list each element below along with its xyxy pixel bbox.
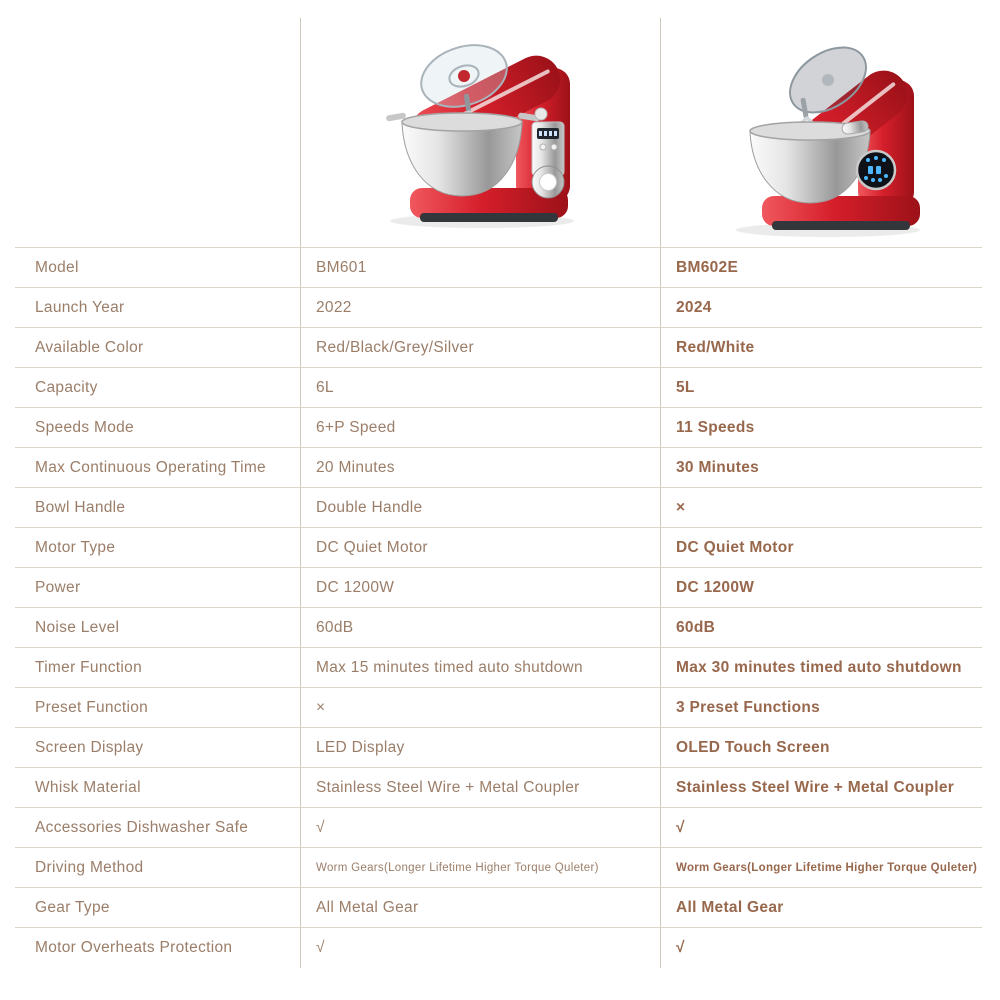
spec-label: Power (35, 578, 81, 596)
spec-value-bm602e: × (676, 498, 686, 516)
table-row-capacity (15, 367, 982, 407)
spec-value-bm602e: Max 30 minutes timed auto shutdown (676, 658, 962, 676)
table-row-available-color (15, 327, 982, 367)
table-row-speeds-mode (15, 407, 982, 447)
table-row-dishwasher-safe (15, 807, 982, 847)
spec-value-bm601: All Metal Gear (316, 898, 419, 916)
spec-value-bm602e: Red/White (676, 338, 755, 356)
spec-value-bm602e: BM602E (676, 258, 739, 276)
table-row-timer-function (15, 647, 982, 687)
table-row-power (15, 567, 982, 607)
spec-label: Timer Function (35, 658, 142, 676)
spec-label: Whisk Material (35, 778, 141, 796)
spec-value-bm602e: OLED Touch Screen (676, 738, 830, 756)
spec-label: Preset Function (35, 698, 149, 716)
spec-label: Model (35, 258, 79, 276)
spec-value-bm602e: Stainless Steel Wire + Metal Coupler (676, 778, 955, 796)
spec-value-bm601: 6L (316, 378, 334, 396)
spec-value-bm602e: DC 1200W (676, 578, 755, 596)
table-row-bowl-handle (15, 487, 982, 527)
spec-label: Driving Method (35, 858, 144, 876)
bm601-mixer-illustration (348, 10, 610, 234)
spec-value-bm602e: Worm Gears(Longer Lifetime Higher Torque Quleter) (676, 861, 978, 874)
spec-label: Bowl Handle (35, 498, 126, 516)
spec-value-bm601: √ (316, 938, 325, 956)
spec-value-bm602e: √ (676, 938, 685, 956)
table-row-max-operating-time (15, 447, 982, 487)
spec-table (15, 247, 982, 967)
spec-label: Gear Type (35, 898, 110, 916)
spec-value-bm601: √ (316, 818, 325, 836)
spec-value-bm601: DC 1200W (316, 578, 395, 596)
spec-value-bm601: Stainless Steel Wire + Metal Coupler (316, 778, 580, 796)
spec-label: Motor Overheats Protection (35, 938, 233, 956)
spec-value-bm602e: 30 Minutes (676, 458, 760, 476)
spec-label: Accessories Dishwasher Safe (35, 818, 249, 836)
table-row-whisk-material (15, 767, 982, 807)
table-row-launch-year (15, 287, 982, 327)
bm602e-product-photo (710, 6, 944, 242)
spec-value-bm602e: 3 Preset Functions (676, 698, 821, 716)
table-row-motor-type (15, 527, 982, 567)
table-row-driving-method (15, 847, 982, 887)
spec-value-bm601: 6+P Speed (316, 418, 396, 436)
spec-label: Motor Type (35, 538, 116, 556)
spec-value-bm602e: All Metal Gear (676, 898, 784, 916)
spec-value-bm601: 2022 (316, 298, 352, 316)
table-row-model (15, 247, 982, 287)
spec-value-bm602e: 11 Speeds (676, 418, 755, 436)
spec-value-bm601: 60dB (316, 618, 354, 636)
spec-value-bm601: × (316, 698, 326, 716)
bm601-product-photo (348, 10, 610, 234)
spec-value-bm601: Red/Black/Grey/Silver (316, 338, 474, 356)
bm602e-mixer-illustration (710, 6, 944, 242)
table-row-overheat-protection (15, 927, 982, 967)
spec-value-bm602e: DC Quiet Motor (676, 538, 794, 556)
table-row-gear-type (15, 887, 982, 927)
spec-value-bm601: Max 15 minutes timed auto shutdown (316, 658, 583, 676)
spec-value-bm602e: √ (676, 818, 685, 836)
spec-value-bm602e: 2024 (676, 298, 712, 316)
table-row-noise-level (15, 607, 982, 647)
spec-value-bm602e: 60dB (676, 618, 716, 636)
spec-label: Max Continuous Operating Time (35, 458, 266, 476)
spec-value-bm601: LED Display (316, 738, 405, 756)
spec-label: Available Color (35, 338, 144, 356)
spec-label: Screen Display (35, 738, 144, 756)
spec-label: Capacity (35, 378, 98, 396)
spec-label: Noise Level (35, 618, 120, 636)
spec-label: Speeds Mode (35, 418, 134, 436)
spec-value-bm601: Worm Gears(Longer Lifetime Higher Torque Quleter) (316, 861, 599, 874)
spec-value-bm601: DC Quiet Motor (316, 538, 428, 556)
spec-value-bm601: 20 Minutes (316, 458, 395, 476)
table-row-screen-display (15, 727, 982, 767)
spec-value-bm602e: 5L (676, 378, 695, 396)
spec-value-bm601: BM601 (316, 258, 367, 276)
table-row-preset-function (15, 687, 982, 727)
spec-value-bm601: Double Handle (316, 498, 423, 516)
spec-label: Launch Year (35, 298, 125, 316)
